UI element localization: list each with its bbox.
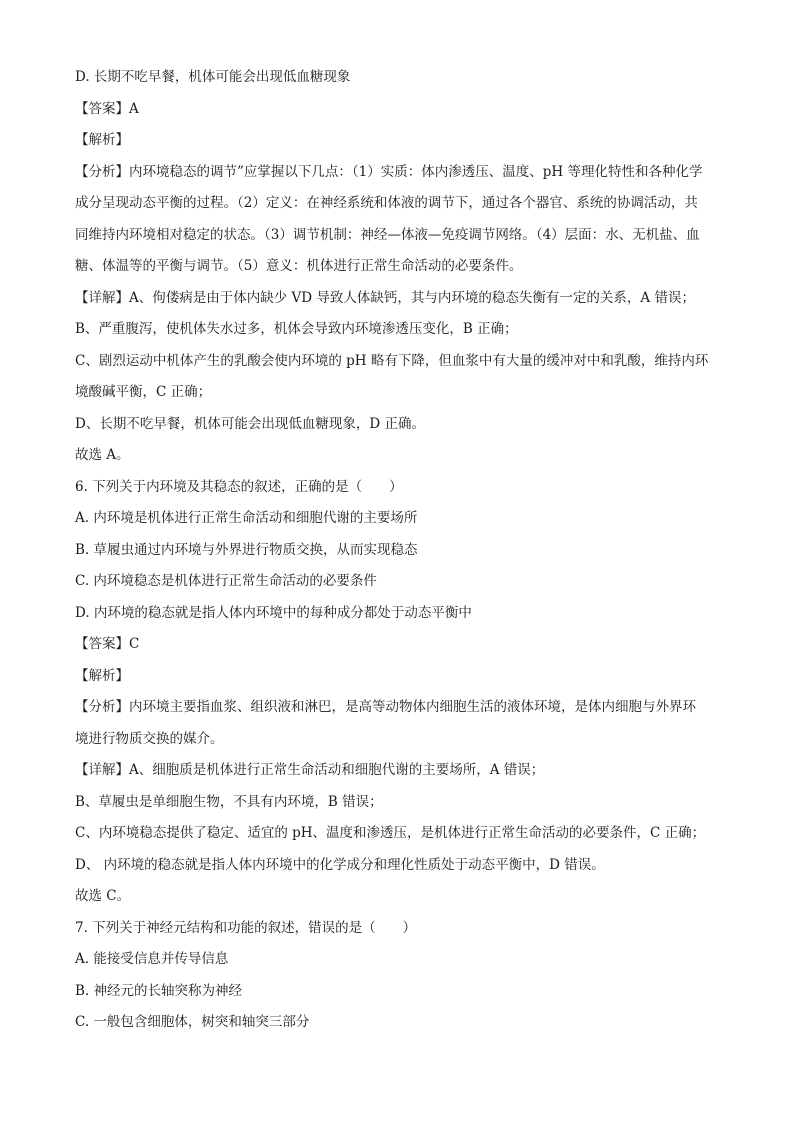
analysis-heading-q5: 【解析】 [75,132,129,148]
analysis-text-q5: 【分析】内环境稳态的调节”应掌握以下几点：（1）实质：体内渗透压、温度、pH 等理化特性和各种化学 [75,163,703,180]
answer-q6: 【答案】C [75,636,140,652]
option-b-q7: B. 神经元的长轴突称为神经 [75,982,243,999]
option-b-q6: B. 草履虫通过内环境与外界进行物质交换，从而实现稳态 [75,541,418,558]
option-d-q6: D. 内环境的稳态就是指人体内环境中的每种成分都处于动态平衡中 [75,604,472,621]
analysis-text-q6: 【分析】内环境主要指血浆、组织液和淋巴，是高等动物体内细胞生活的液体环境，是体内细胞与外界环 [75,699,696,715]
detail-text-q5: 境酸碱平衡，C 正确； [75,384,212,400]
analysis-text-q5: 同维持内环境相对稳定的状态。（3）调节机制：神经—体液—免疫调节网络。（4）层面：水、无机盐、血 [75,226,700,243]
question-6: 6. 下列关于内环境及其稳态的叙述，正确的是（ ） [75,478,403,495]
option-a-q7: A. 能接受信息并传导信息 [75,951,229,967]
option-c-q7: C. 一般包含细胞体，树突和轴突三部分 [75,1014,310,1030]
question-7: 7. 下列关于神经元结构和功能的叙述，错误的是（ ） [75,919,417,936]
choice-q5: 故选 A。 [75,447,130,463]
detail-text-q6: B、草履虫是单细胞生物，不具有内环境，B 错误； [75,793,383,810]
analysis-text-q5: 糖、体温等的平衡与调节。（5）意义：机体进行正常生命活动的必要条件。 [75,258,523,274]
detail-text-q6: D、 内环境的稳态就是指人体内环境中的化学成分和理化性质处于动态平衡中，D 错误。 [75,856,605,873]
detail-text-q6: C、内环境稳态提供了稳定、适宜的 pH、温度和渗透压，是机体进行正常生命活动的必要条件，C 正确； [75,825,706,841]
answer-q5: 【答案】A [75,100,139,117]
option-d-q5: D. 长期不吃早餐，机体可能会出现低血糖现象 [75,69,351,85]
detail-text-q6: 【详解】A、细胞质是机体进行正常生命活动和细胞代谢的主要场所，A 错误； [75,762,545,778]
analysis-text-q5: 成分呈现动态平衡的过程。（2）定义：在神经系统和体液的调节下，通过各个器官、系统的协调活动，共 [75,195,698,211]
detail-text-q5: B、严重腹泻，使机体失水过多，机体会导致内环境渗透压变化，B 正确； [75,321,518,337]
document-page [75,62,723,1039]
option-a-q6: A. 内环境是机体进行正常生命活动和细胞代谢的主要场所 [75,510,418,526]
detail-text-q5: 【详解】A、佝偻病是由于体内缺少 VD 导致人体缺钙，其与内环境的稳态失衡有一定的关系，A 错误； [75,289,695,306]
detail-text-q5: C、剧烈运动中机体产生的乳酸会使内环境的 pH 略有下降，但血浆中有大量的缓冲对中和乳酸，维持内环 [75,352,709,369]
analysis-heading-q6: 【解析】 [75,667,129,684]
detail-text-q5: D、长期不吃早餐，机体可能会出现低血糖现象，D 正确。 [75,415,425,432]
choice-q6: 故选 C。 [75,888,131,904]
analysis-text-q6: 境进行物质交换的媒介。 [75,730,224,747]
option-c-q6: C. 内环境稳态是机体进行正常生命活动的必要条件 [75,573,377,589]
